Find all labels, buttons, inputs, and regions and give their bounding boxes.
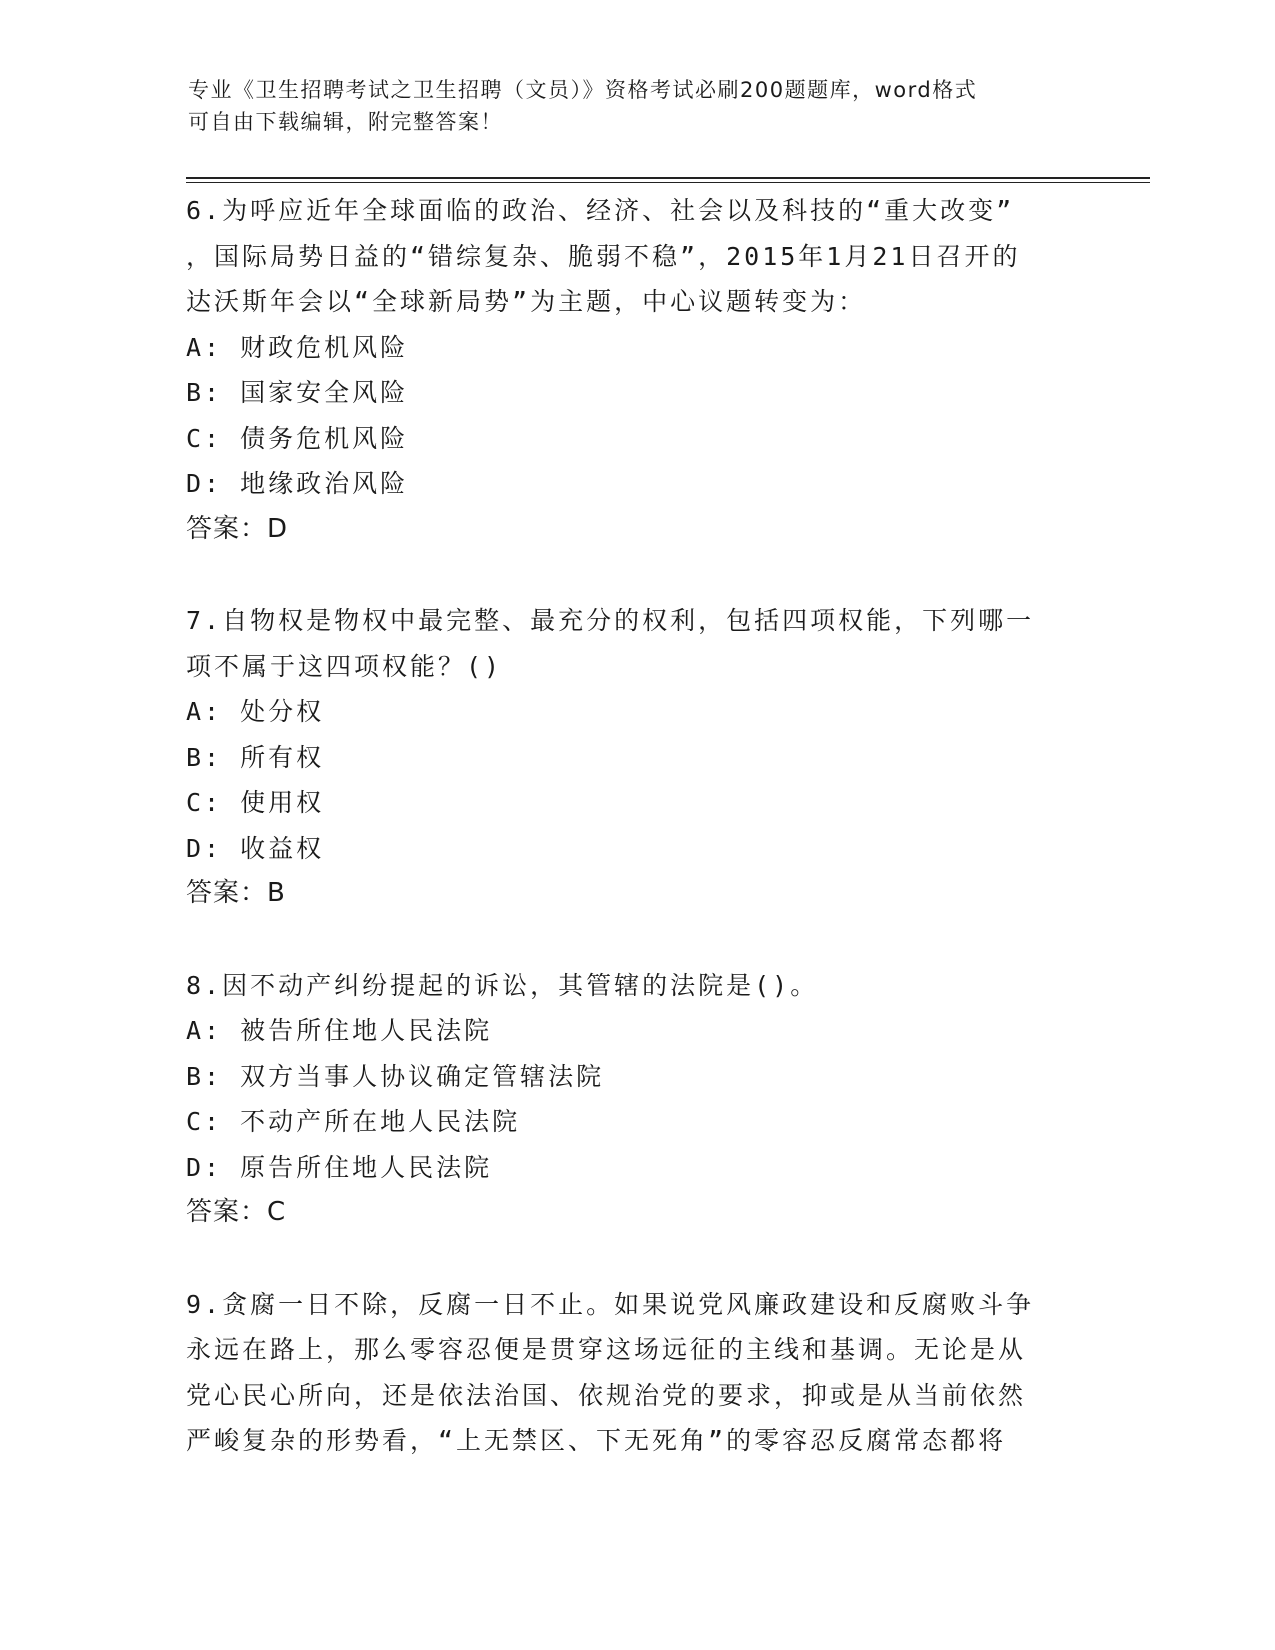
question-8 (186, 963, 1086, 1236)
question-stem-line: 达沃斯年会以“全球新局势”为主题，中心议题转变为： (186, 287, 867, 316)
question-spacer (186, 917, 1086, 963)
header-line-2: 可自由下载编辑，附完整答案！ (188, 110, 503, 134)
option-b: B: 国家安全风险 (186, 378, 409, 407)
document-header (188, 74, 1088, 138)
header-divider-thin (186, 182, 1150, 183)
answer-line: 答案：B (186, 878, 286, 908)
question-stem-line: ，国际局势日益的“错综复杂、脆弱不稳”，2015年1月21日召开的 (186, 241, 1021, 271)
option-a: A: 财政危机风险 (186, 332, 409, 362)
option-d: D: 地缘政治风险 (186, 469, 409, 498)
question-stem-line: 永远在路上，那么零容忍便是贯穿这场远征的主线和基调。无论是从 (186, 1335, 1027, 1364)
answer-line: 答案：D (186, 513, 289, 544)
header-line-1: 专业《卫生招聘考试之卫生招聘（文员）》资格考试必刷200题题库，word格式 (188, 78, 978, 102)
question-stem-line: 党心民心所向，还是依法治国、依规治党的要求，抑或是从当前依然 (186, 1380, 1027, 1410)
question-spacer (186, 552, 1086, 598)
option-d: D: 原告所住地人民法院 (186, 1152, 493, 1182)
question-6 (186, 188, 1086, 552)
option-c: C: 使用权 (186, 788, 325, 817)
question-stem-line: 9.贪腐一日不除，反腐一日不止。如果说党风廉政建设和反腐败斗争 (186, 1289, 1035, 1319)
option-b: B: 双方当事人协议确定管辖法院 (186, 1061, 605, 1091)
option-b: B: 所有权 (186, 742, 325, 772)
question-9 (186, 1282, 1086, 1464)
option-d: D: 收益权 (186, 833, 325, 863)
question-7 (186, 598, 1086, 917)
option-a: A: 处分权 (186, 697, 325, 726)
question-stem-line: 6.为呼应近年全球面临的政治、经济、社会以及科技的“重大改变” (186, 196, 1015, 225)
question-stem-line: 严峻复杂的形势看，“上无禁区、下无死角”的零容忍反腐常态都将 (186, 1426, 1007, 1455)
option-c: C: 不动产所在地人民法院 (186, 1107, 521, 1136)
question-list (186, 188, 1086, 1464)
header-divider-thick (186, 177, 1150, 179)
question-stem-line: 7.自物权是物权中最完整、最充分的权利，包括四项权能，下列哪一 (186, 606, 1035, 635)
question-stem-line: 项不属于这四项权能？() (186, 651, 503, 681)
answer-line: 答案：C (186, 1197, 287, 1227)
option-a: A: 被告所住地人民法院 (186, 1016, 493, 1045)
question-stem-line: 8.因不动产纠纷提起的诉讼，其管辖的法院是()。 (186, 970, 819, 1000)
option-c: C: 债务危机风险 (186, 423, 409, 453)
question-spacer (186, 1236, 1086, 1282)
